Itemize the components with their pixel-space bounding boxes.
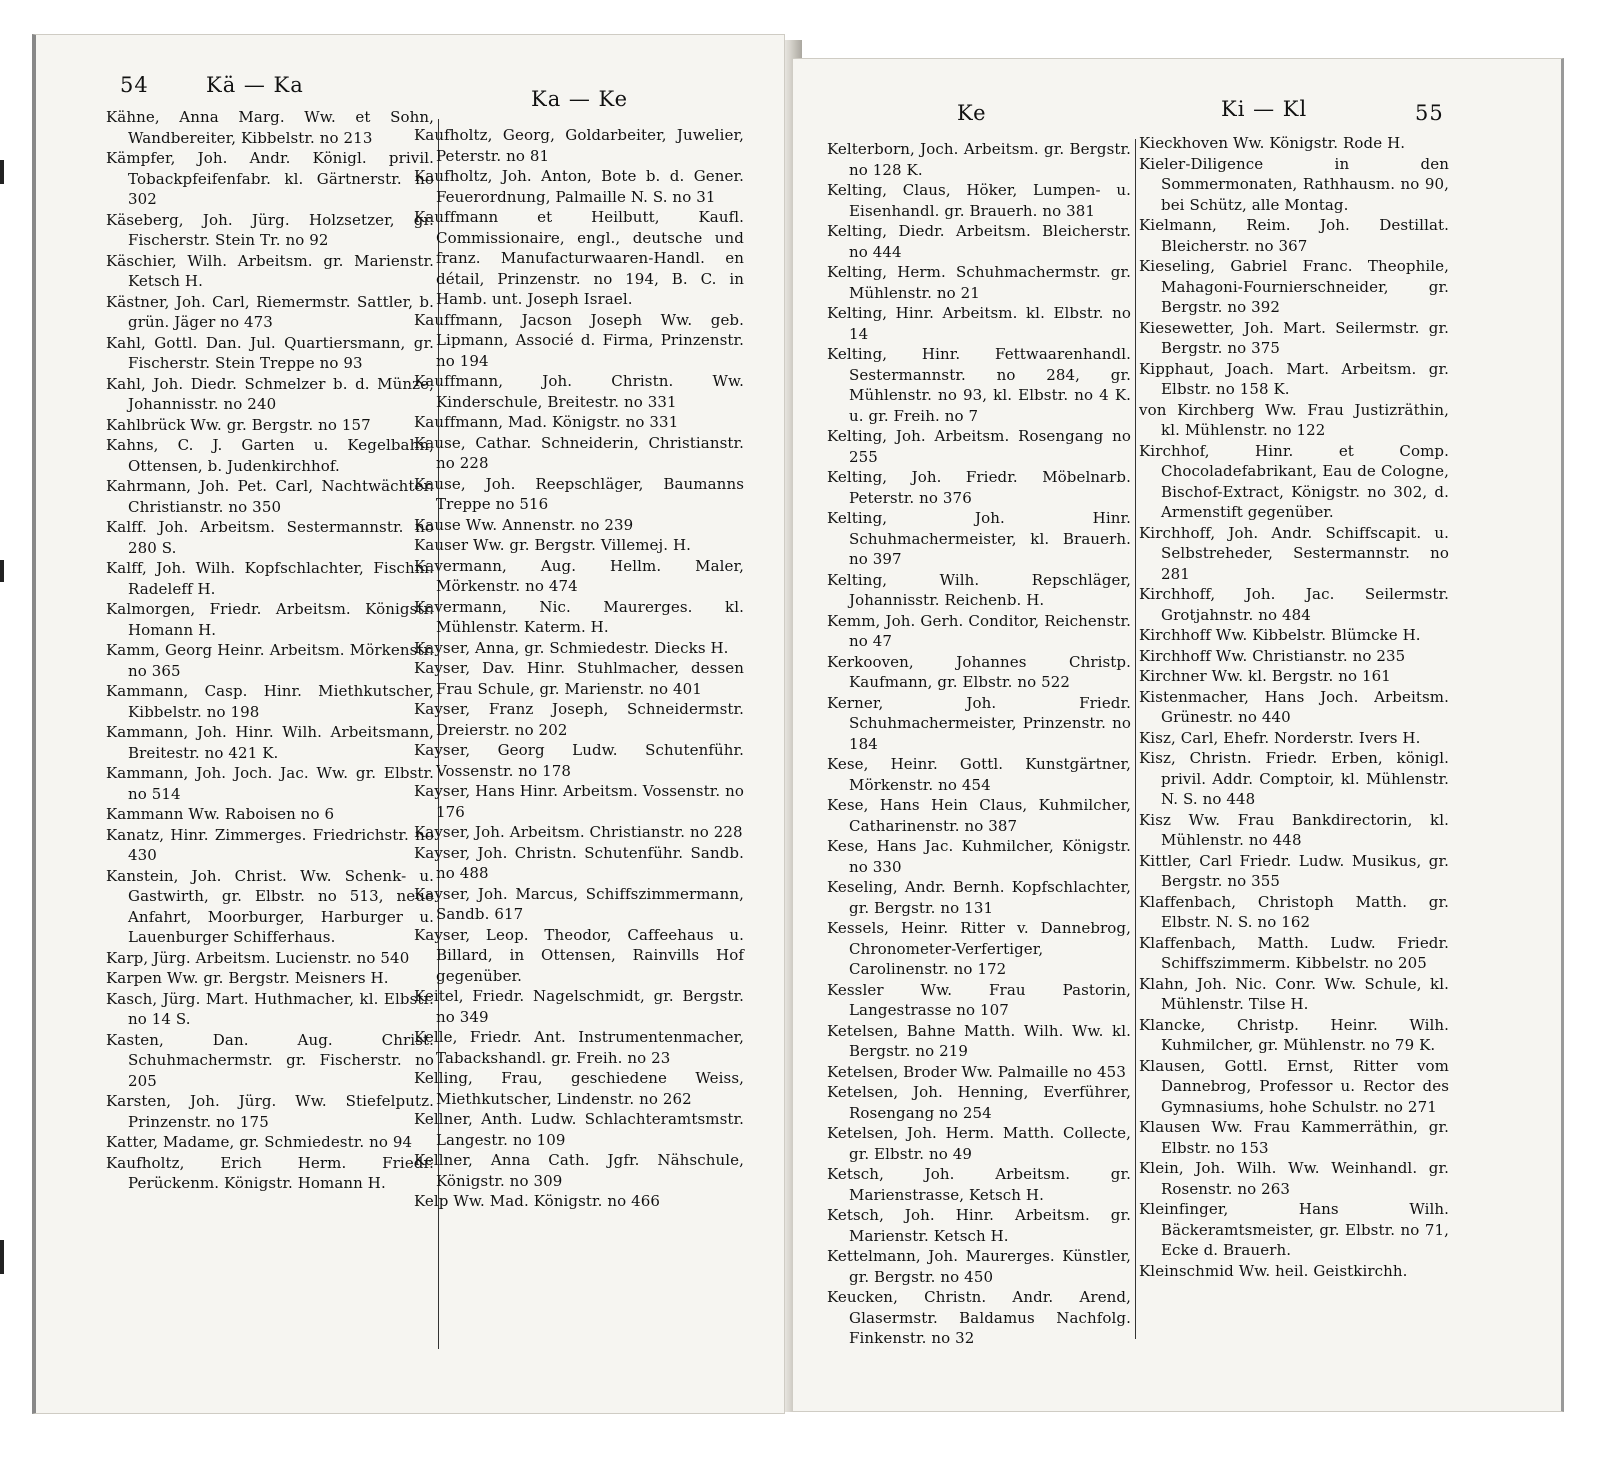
directory-entry: Kirchhoff Ww. Kibbelstr. Blümcke H. [1139,626,1421,644]
directory-entry: Kauffmann, Jacson Joseph Ww. geb. Lipmann, Associé d. Firma, Prinzenstr. no 194 [414,310,744,370]
directory-entry: Kelting, Wilh. Repschläger, Johannisstr. Reichenb. H. [827,570,1131,609]
directory-entry: Kayser, Georg Ludw. Schutenführ. Vossenstr. no 178 [414,741,744,780]
directory-entry: Kieckhoven Ww. Königstr. Rode H. [1139,134,1406,152]
directory-entry: Kayser, Joh. Arbeitsm. Christianstr. no 228 [414,823,743,841]
directory-entry: Ketelsen, Broder Ww. Palmaille no 453 [827,1062,1126,1081]
directory-entry: Kirchhoff, Joh. Jac. Seilermstr. Grotjahnstr. no 484 [1139,585,1449,624]
directory-entry: Kayser, Joh. Marcus, Schiffszimmermann, Sandb. 617 [414,884,744,923]
right-page-column-2 [1139,133,1449,1281]
directory-entry: Kahl, Joh. Diedr. Schmelzer b. d. Münze, Johannisstr. no 240 [106,374,434,413]
directory-entry: Kielmann, Reim. Joh. Destillat. Bleicherstr. no 367 [1139,216,1449,255]
directory-entry: Kammann, Joh. Hinr. Wilh. Arbeitsmann, Breitestr. no 421 K. [106,723,434,762]
left-page-column-2 [414,125,744,1212]
directory-entry: Kauffmann et Heilbutt, Kaufl. Commissionaire, engl., deutsche und franz. Manufacturwaaren-Handl. en détail, Prinzenstr. no 194, B. C. in Hamb. unt. Joseph Israel. [414,208,744,308]
directory-entry: Kayser, Dav. Hinr. Stuhlmacher, dessen Frau Schule, gr. Marienstr. no 401 [414,659,744,698]
right-page [792,58,1564,1412]
directory-entry: Kistenmacher, Hans Joch. Arbeitsm. Grünestr. no 440 [1139,687,1449,726]
directory-entry: Ketsch, Joh. Hinr. Arbeitsm. gr. Marienstr. Ketsch H. [827,1206,1131,1245]
directory-entry: Kiesewetter, Joh. Mart. Seilermstr. gr. Bergstr. no 375 [1139,318,1449,357]
directory-entry: Kauffmann, Mad. Königstr. no 331 [414,413,679,431]
directory-entry: Kirchhoff, Joh. Andr. Schiffscapit. u. Selbstreheder, Sestermannstr. no 281 [1139,523,1449,583]
directory-entry: Kisz, Christn. Friedr. Erben, königl. privil. Addr. Comptoir, kl. Mühlenstr. N. S. no 448 [1139,749,1449,808]
directory-entry: Kammann, Joh. Joch. Jac. Ww. gr. Elbstr. no 514 [106,764,434,803]
directory-entry: Kelling, Frau, geschiedene Weiss, Miethkutscher, Lindenstr. no 262 [414,1069,744,1108]
directory-entry: Kähne, Anna Marg. Ww. et Sohn, Wandbereiter, Kibbelstr. no 213 [106,108,434,147]
directory-entry: Ketelsen, Joh. Herm. Matth. Collecte, gr. Elbstr. no 49 [827,1124,1131,1163]
directory-entry: Kelterborn, Joch. Arbeitsm. gr. Bergstr. no 128 K. [827,140,1131,179]
directory-entry: Kalff. Joh. Arbeitsm. Sestermannstr. no 280 S. [106,518,434,557]
directory-entry: Kalff, Joh. Wilh. Kopfschlachter, Fischm. Radeleff H. [106,559,434,598]
directory-entry: Käseberg, Joh. Jürg. Holzsetzer, gr. Fischerstr. Stein Tr. no 92 [106,210,434,249]
directory-entry: Kirchner Ww. kl. Bergstr. no 161 [1139,667,1391,685]
right-page-column-1 [827,139,1131,1349]
directory-entry: Klein, Joh. Wilh. Ww. Weinhandl. gr. Rosenstr. no 263 [1139,1159,1449,1198]
directory-entry: Ketsch, Joh. Arbeitsm. gr. Marienstrasse, Ketsch H. [827,1165,1131,1204]
page-number-right: 55 [1415,101,1444,125]
directory-entry: Kettelmann, Joh. Maurerges. Künstler, gr. Bergstr. no 450 [827,1247,1131,1286]
directory-entry: Kanatz, Hinr. Zimmerges. Friedrichstr. no 430 [106,825,434,864]
directory-entry: Kavermann, Nic. Maurerges. kl. Mühlenstr. Katerm. H. [414,597,744,636]
directory-entry: Karpen Ww. gr. Bergstr. Meisners H. [106,969,389,987]
directory-entry: Kieseling, Gabriel Franc. Theophile, Mahagoni-Fournierschneider, gr. Bergstr. no 392 [1139,257,1449,316]
directory-entry: Katter, Madame, gr. Schmiedestr. no 94 [106,1133,413,1151]
page-number-left: 54 [120,73,149,97]
running-head-left-page-col1: Kä — Ka [206,73,304,97]
directory-entry: Kellner, Anth. Ludw. Schlachteramtsmstr. Langestr. no 109 [414,1110,744,1149]
directory-entry: Kirchhof, Hinr. et Comp. Chocoladefabrikant, Eau de Cologne, Bischof-Extract, Königstr. no 302, d. Armenstift gegenüber. [1139,441,1449,521]
directory-entry: Kese, Heinr. Gottl. Kunstgärtner, Mörkenstr. no 454 [827,755,1131,794]
directory-entry: Kelting, Herm. Schuhmachermstr. gr. Mühlenstr. no 21 [827,263,1131,302]
directory-entry: Kamm, Georg Heinr. Arbeitsm. Mörkenstr. no 365 [106,641,434,680]
left-page-column-1 [106,107,434,1194]
directory-entry: Klausen Ww. Frau Kammerräthin, gr. Elbstr. no 153 [1139,1118,1449,1157]
directory-entry: Kauffmann, Joh. Christn. Ww. Kinderschule, Breitestr. no 331 [414,372,744,411]
directory-entry: Kayser, Joh. Christn. Schutenführ. Sandb. no 488 [414,843,744,882]
directory-entry: Keucken, Christn. Andr. Arend, Glasermstr. Baldamus Nachfolg. Finkenstr. no 32 [827,1288,1131,1347]
directory-entry: Kammann Ww. Raboisen no 6 [106,805,335,823]
directory-entry: Kahns, C. J. Garten u. Kegelbahn, Ottensen, b. Judenkirchhof. [106,436,434,475]
directory-entry: Kese, Hans Hein Claus, Kuhmilcher, Catharinenstr. no 387 [827,796,1131,835]
directory-entry: Keitel, Friedr. Nagelschmidt, gr. Bergstr. no 349 [414,987,744,1026]
scan-margin-mark [0,160,4,184]
directory-entry: Kaufholtz, Erich Herm. Friedr. Perückenm. Königstr. Homann H. [106,1153,434,1192]
directory-entry: Kelle, Friedr. Ant. Instrumentenmacher, Tabackshandl. gr. Freih. no 23 [414,1028,744,1067]
running-head-right-page-col1: Ke [957,101,987,125]
left-page [32,34,785,1414]
directory-entry: Kelting, Joh. Friedr. Möbelnarb. Peterstr. no 376 [827,468,1131,507]
directory-entry: Kleinschmid Ww. heil. Geistkirchh. [1139,1261,1408,1280]
directory-entry: Ketelsen, Bahne Matth. Wilh. Ww. kl. Bergstr. no 219 [827,1021,1131,1060]
directory-entry: von Kirchberg Ww. Frau Justizräthin, kl. Mühlenstr. no 122 [1139,400,1449,439]
directory-entry: Kelp Ww. Mad. Königstr. no 466 [414,1192,661,1210]
directory-entry: Kisz Ww. Frau Bankdirectorin, kl. Mühlenstr. no 448 [1139,810,1449,849]
directory-entry: Kessels, Heinr. Ritter v. Dannebrog, Chronometer-Verfertiger, Carolinenstr. no 172 [827,919,1131,978]
directory-entry: Kahl, Gottl. Dan. Jul. Quartiersmann, gr. Fischerstr. Stein Treppe no 93 [106,333,434,372]
directory-entry: Kese, Hans Jac. Kuhmilcher, Königstr. no 330 [827,837,1131,876]
directory-entry: Kause Ww. Annenstr. no 239 [414,515,634,534]
directory-entry: Kieler-Diligence in den Sommermonaten, Rathhausm. no 90, bei Schütz, alle Montag. [1139,154,1449,214]
directory-entry: Kasch, Jürg. Mart. Huthmacher, kl. Elbstr. no 14 S. [106,989,434,1028]
column-rule [1135,139,1136,1339]
directory-entry: Kahlbrück Ww. gr. Bergstr. no 157 [106,415,371,434]
scan-margin-mark [0,1240,4,1274]
directory-entry: Kämpfer, Joh. Andr. Königl. privil. Tobackpfeifenfabr. kl. Gärtnerstr. no 302 [106,149,434,208]
directory-entry: Klancke, Christp. Heinr. Wilh. Kuhmilcher, gr. Mühlenstr. no 79 K. [1139,1015,1449,1054]
directory-entry: Kauser Ww. gr. Bergstr. Villemej. H. [414,536,692,554]
directory-entry: Klahn, Joh. Nic. Conr. Ww. Schule, kl. Mühlenstr. Tilse H. [1139,974,1449,1013]
directory-entry: Kalmorgen, Friedr. Arbeitsm. Königstr. Homann H. [106,600,434,639]
directory-entry: Kerkooven, Johannes Christp. Kaufmann, gr. Elbstr. no 522 [827,652,1131,691]
directory-entry: Kelting, Joh. Hinr. Schuhmachermeister, kl. Brauerh. no 397 [827,509,1131,568]
directory-entry: Kaufholtz, Joh. Anton, Bote b. d. Gener. Feuerordnung, Palmaille N. S. no 31 [414,167,744,206]
directory-entry: Kelting, Joh. Arbeitsm. Rosengang no 255 [827,427,1131,466]
directory-entry: Kayser, Hans Hinr. Arbeitsm. Vossenstr. no 176 [414,782,744,821]
running-head-left-page-col2: Ka — Ke [531,87,629,111]
directory-entry: Kayser, Franz Joseph, Schneidermstr. Dreierstr. no 202 [414,700,744,739]
directory-entry: Kelting, Hinr. Arbeitsm. kl. Elbstr. no 14 [827,304,1131,343]
directory-entry: Kause, Joh. Reepschläger, Baumanns Treppe no 516 [414,474,744,513]
directory-entry: Klaffenbach, Christoph Matth. gr. Elbstr. N. S. no 162 [1139,892,1449,931]
directory-entry: Kahrmann, Joh. Pet. Carl, Nachtwächter. Christianstr. no 350 [106,477,434,516]
directory-entry: Kammann, Casp. Hinr. Miethkutscher, Kibbelstr. no 198 [106,682,434,721]
directory-entry: Kavermann, Aug. Hellm. Maler, Mörkenstr. no 474 [414,556,744,595]
scan-margin-mark [0,560,4,582]
directory-entry: Ketelsen, Joh. Henning, Everführer, Rosengang no 254 [827,1083,1131,1122]
directory-entry: Kerner, Joh. Friedr. Schuhmachermeister, Prinzenstr. no 184 [827,693,1131,753]
directory-entry: Klaffenbach, Matth. Ludw. Friedr. Schiffszimmerm. Kibbelstr. no 205 [1139,933,1449,972]
directory-entry: Kisz, Carl, Ehefr. Norderstr. Ivers H. [1139,728,1421,747]
directory-entry: Karsten, Joh. Jürg. Ww. Stiefelputz. Prinzenstr. no 175 [106,1092,434,1131]
directory-entry: Kirchhoff Ww. Christianstr. no 235 [1139,646,1406,665]
directory-entry: Kleinfinger, Hans Wilh. Bäckeramtsmeister, gr. Elbstr. no 71, Ecke d. Brauerh. [1139,1200,1449,1259]
directory-entry: Käschier, Wilh. Arbeitsm. gr. Marienstr. Ketsch H. [106,251,434,290]
directory-entry: Kessler Ww. Frau Pastorin, Langestrasse no 107 [827,980,1131,1019]
directory-entry: Kelting, Claus, Höker, Lumpen- u. Eisenhandl. gr. Brauerh. no 381 [827,181,1131,220]
directory-entry: Kemm, Joh. Gerh. Conditor, Reichenstr. no 47 [827,611,1131,650]
directory-entry: Kittler, Carl Friedr. Ludw. Musikus, gr. Bergstr. no 355 [1139,851,1449,890]
directory-entry: Kellner, Anna Cath. Jgfr. Nähschule, Königstr. no 309 [414,1151,744,1190]
directory-entry: Kelting, Diedr. Arbeitsm. Bleicherstr. no 444 [827,222,1131,261]
directory-entry: Kelting, Hinr. Fettwaarenhandl. Sestermannstr. no 284, gr. Mühlenstr. no 93, kl. Elbstr. no 4 K. u. gr. Freih. no 7 [827,345,1131,425]
directory-entry: Keseling, Andr. Bernh. Kopfschlachter, gr. Bergstr. no 131 [827,878,1131,917]
directory-entry: Kaufholtz, Georg, Goldarbeiter, Juwelier, Peterstr. no 81 [414,126,744,165]
directory-entry: Kipphaut, Joach. Mart. Arbeitsm. gr. Elbstr. no 158 K. [1139,359,1449,398]
directory-entry: Kästner, Joh. Carl, Riemermstr. Sattler, b. grün. Jäger no 473 [106,292,434,331]
directory-entry: Kayser, Leop. Theodor, Caffeehaus u. Billard, in Ottensen, Rainvills Hof gegenüber. [414,925,744,985]
directory-entry: Kanstein, Joh. Christ. Ww. Schenk- u. Gastwirth, gr. Elbstr. no 513, neue Anfahrt, Moorburger, Harburger u. Lauenburger Schifferhaus. [106,866,434,946]
directory-entry: Kasten, Dan. Aug. Christ. Schuhmachermstr. gr. Fischerstr. no 205 [106,1030,434,1090]
directory-entry: Klausen, Gottl. Ernst, Ritter vom Dannebrog, Professor u. Rector des Gymnasiums, hohe Schulstr. no 271 [1139,1056,1449,1116]
directory-entry: Karp, Jürg. Arbeitsm. Lucienstr. no 540 [106,948,410,967]
directory-entry: Kause, Cathar. Schneiderin, Christianstr. no 228 [414,433,744,472]
directory-entry: Kayser, Anna, gr. Schmiedestr. Diecks H. [414,638,729,657]
running-head-right-page-col2: Ki — Kl [1221,97,1308,121]
